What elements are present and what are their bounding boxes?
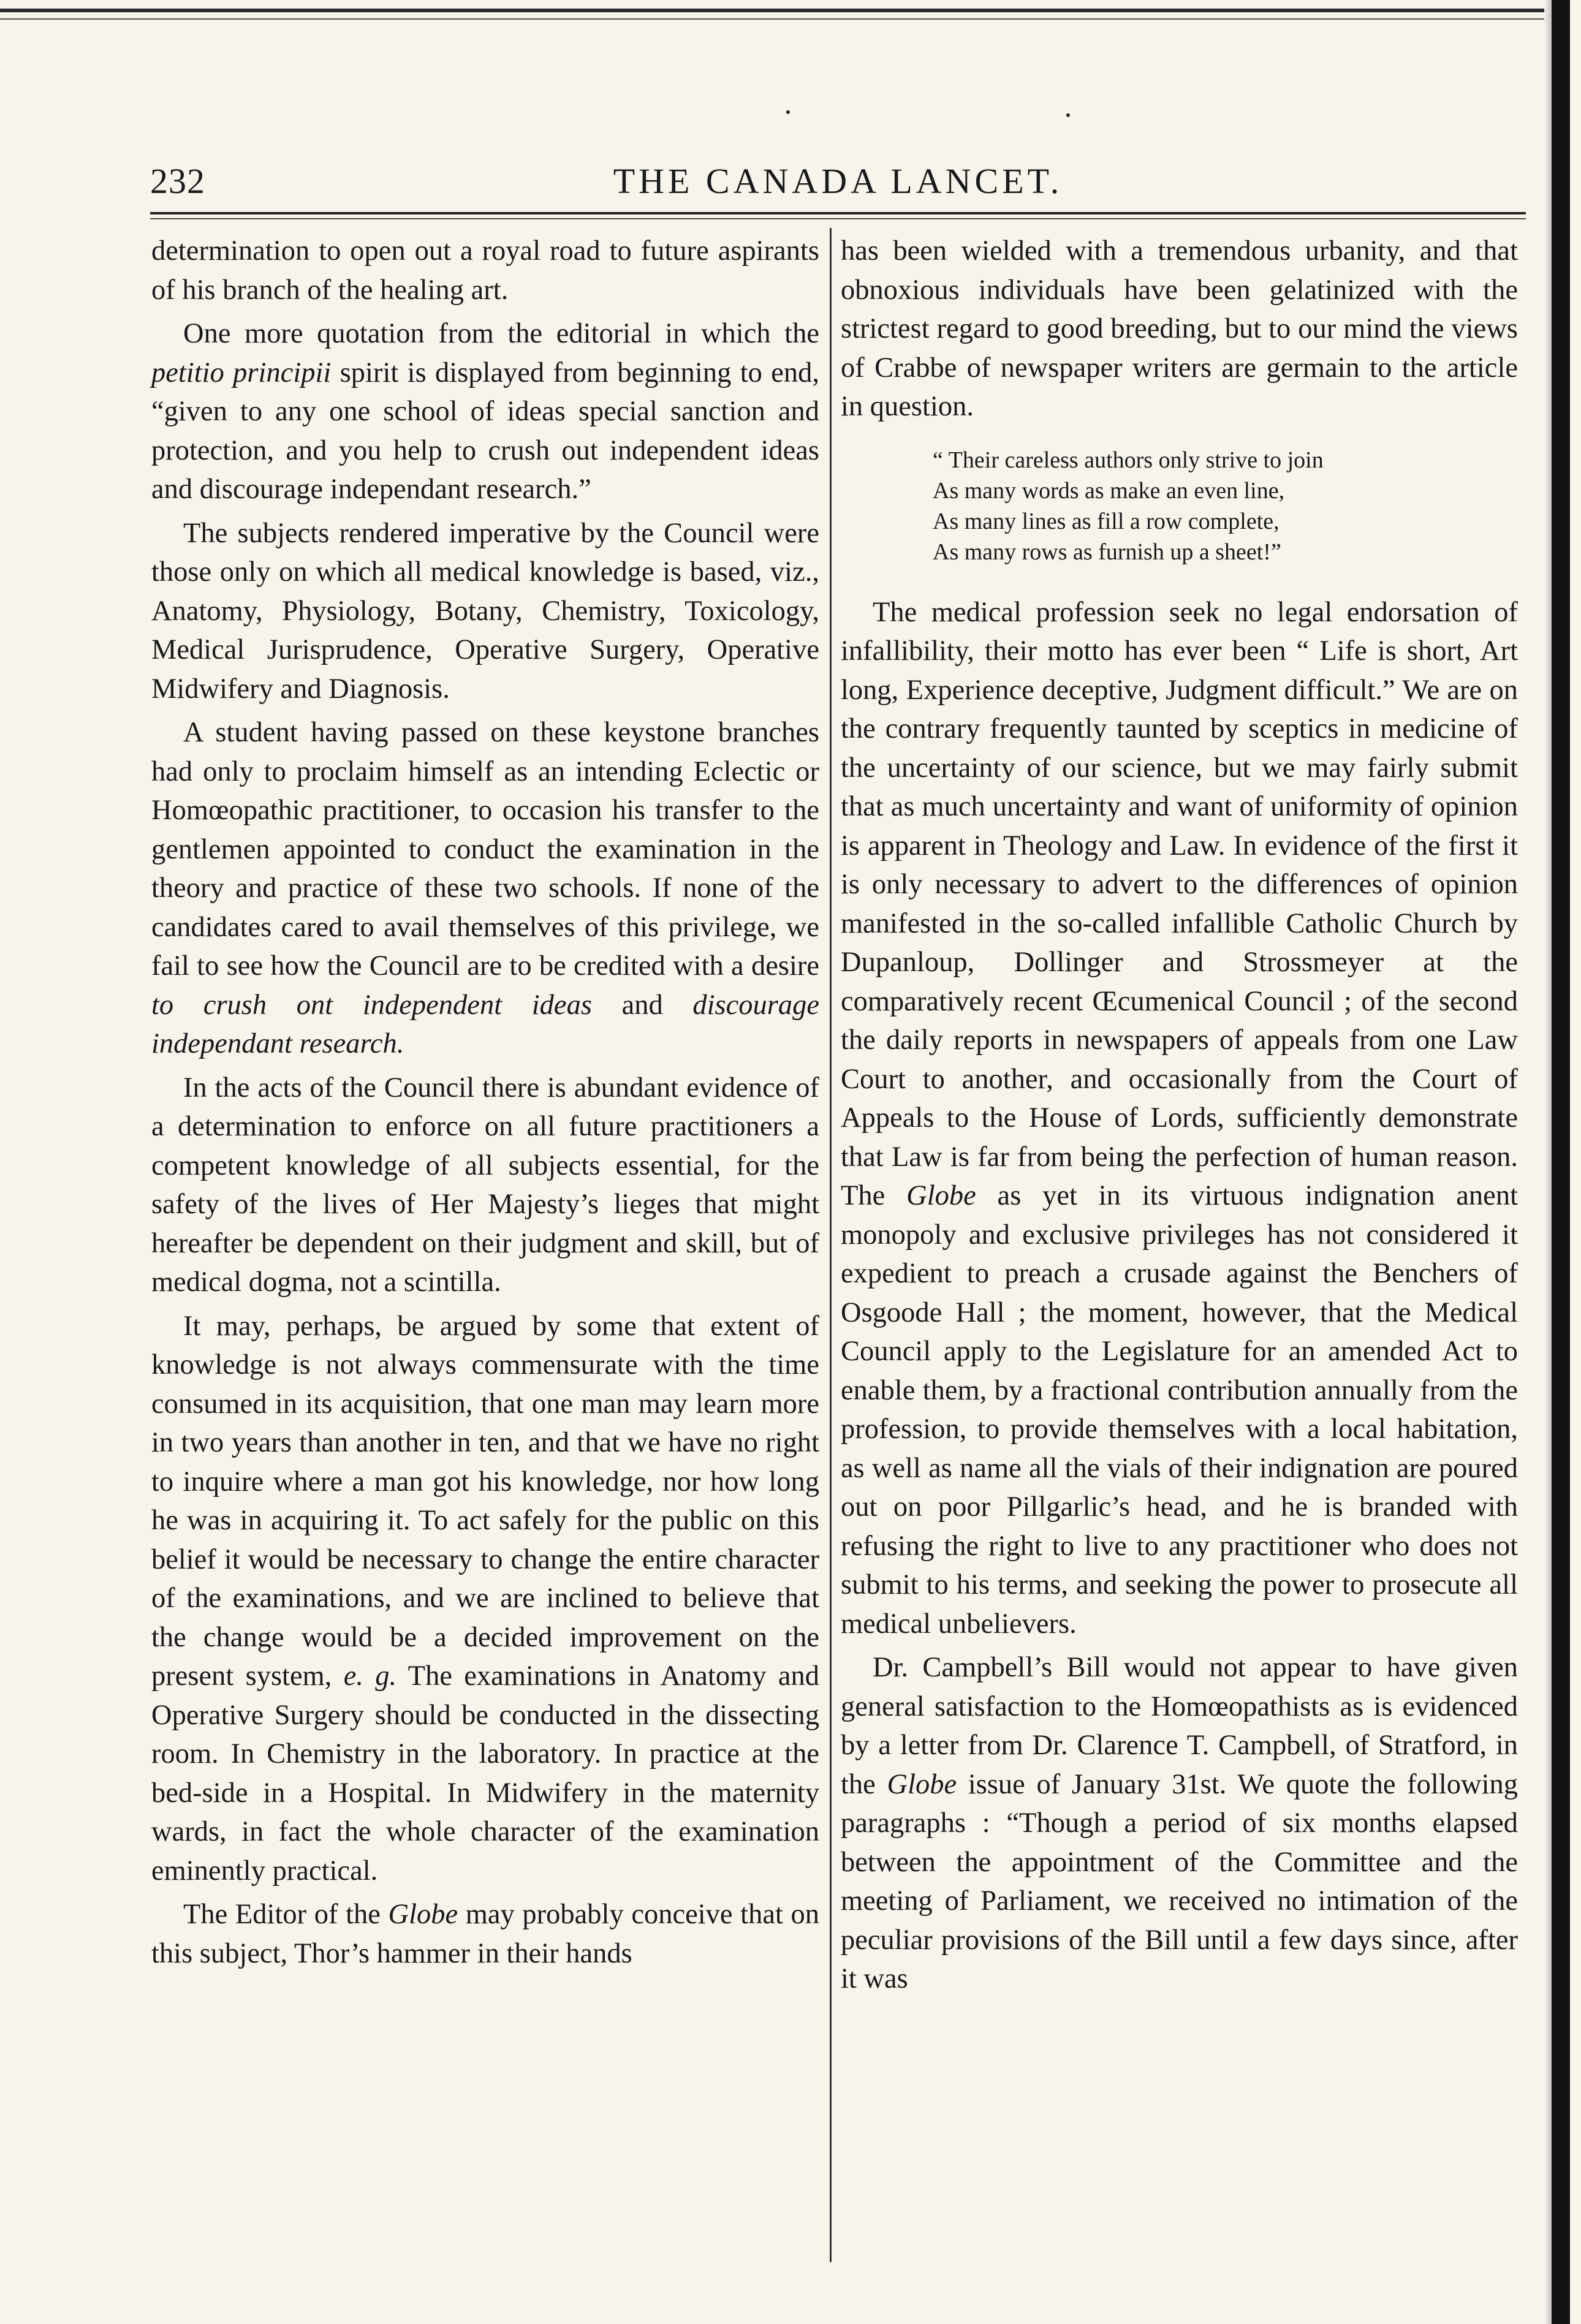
right-paragraph: The medical profession seek no legal endorsation of infallibility, their motto has ever been “ Life is short, Art long, Experience deceptive, Judgment difficult.” We are on the contrary frequently taunted by sceptics in medicine of the uncertainty of our science, but we may fairly submit that as much uncertainty and want of uniformity of opinion is apparent in Theology and Law. In evidence of the first it is only necessary to advert to the differences of opinion manifested in the so-called infallible Catholic Church by Dupanloup, Dollinger and Strossmeyer at the comparatively recent Œcumenical Council ; of the second the daily reports in newspapers of appeals from one Law Court to another, and occasionally from the Court of Appeals to the House of Lords, sufficiently demonstrate that Law is far from being the perfection of human reason. The Globe as yet in its virtuous indignation anent monopoly and exclusive privileges has not considered it expedient to preach a crusade against the Benchers of Osgoode Hall ; the moment, however, that the Medical Council apply to the Legislature for an amended Act to enable them, by a fractional contribution annually from the profession, to provide themselves with a local habitation, as well as name all the vials of their indignation are poured out on poor Pillgarlic’s head, and he is branded with refusing the right to live to any practitioner who does not submit to his terms, and seeking the power to prosecute all medical unbelievers.	[841, 596, 1518, 1640]
right-column-text-after-quote	[841, 593, 1518, 1999]
header-rule	[150, 212, 1526, 214]
left-paragraph: determination to open out a royal road to future aspirants of his branch of the healing art.	[151, 235, 819, 306]
top-border-rule	[0, 9, 1544, 12]
left-paragraph: In the acts of the Council there is abundant evidence of a determination to enforce on all future practitioners a competent knowledge of all subjects essential, for the safety of the lives of Her Majesty’s lieges that might hereafter be dependent on their judgment and skill, but of medical dogma, not a scintilla.	[151, 1072, 819, 1298]
left-paragraph: One more quotation from the editorial in which the petitio principii spirit is displayed from beginning to end, “given to any one school of ideas special sanction and protection, and you help to crush out independent ideas and discourage independant research.”	[151, 318, 819, 505]
verse-quotation	[841, 445, 1518, 567]
running-head	[150, 161, 1526, 210]
right-column	[841, 232, 1518, 2004]
print-speck	[1066, 113, 1070, 117]
left-paragraph: The Editor of the Globe may probably conceive that on this subject, Thor’s hammer in their hands	[151, 1899, 819, 1969]
print-speck	[786, 110, 790, 114]
right-paragraph: Dr. Campbell’s Bill would not appear to have given general satisfaction to the Homœopathists as is evidenced by a letter from Dr. Clarence T. Campbell, of Stratford, in the Globe issue of January 31st. We quote the following paragraphs : “Though a period of six months elapsed between the appointment of the Committee and the meeting of Parliament, we received no intimation of the peculiar provisions of the Bill until a few days since, after it was	[841, 1652, 1518, 1994]
left-column	[151, 232, 819, 1978]
left-paragraph: A student having passed on these keystone branches had only to proclaim himself as an intending Eclectic or Homœopathic practitioner, to occasion his transfer to the gentlemen appointed to conduct the examination in the theory and practice of these two schools. If none of the candidates cared to avail themselves of this privilege, we fail to see how the Council are to be credited with a desire to crush ont independent ideas and discourage independant research.	[151, 717, 819, 1059]
left-paragraph: It may, perhaps, be argued by some that extent of knowledge is not always commensurate with the time consumed in its acquisition, that one man may learn more in two years than another in ten, and that we have no right to inquire where a man got his knowledge, nor how long he was in acquiring it. To act safely for the public on this belief it would be necessary to change the entire character of the examinations, and we are inclined to believe that the change would be a decided improvement on the present system, e. g. The examinations in Anatomy and Operative Surgery should be conducted in the dissecting room. In Chemistry in the laboratory. In practice at the bed-side in a Hospital. In Midwifery in the maternity wards, in fact the whole character of the examination eminently practical.	[151, 1310, 819, 1887]
binding-edge	[1552, 0, 1570, 2324]
verse-line: “ Their careless authors only strive to join	[933, 447, 1324, 473]
right-column-text-before-quote	[841, 232, 1518, 426]
page-number: 232	[150, 161, 205, 201]
left-paragraph: The subjects rendered imperative by the Council were those only on which all medical knowledge is based, viz., Anatomy, Physiology, Botany, Chemistry, Toxicology, Medical Jurisprudence, Operative Surgery, Operative Midwifery and Diagnosis.	[151, 517, 819, 705]
right-paragraph: has been wielded with a tremendous urbanity, and that obnoxious individuals have been gelatinized with the strictest regard to good breeding, but to our mind the views of Crabbe of newspaper writers are germain to the article in question.	[841, 235, 1518, 422]
column-divider	[830, 228, 832, 2262]
verse-line: As many rows as furnish up a sheet!”	[933, 539, 1281, 565]
verse-line: As many words as make an even line,	[933, 477, 1285, 504]
header-rule-thin	[150, 218, 1526, 219]
journal-title: THE CANADA LANCET.	[613, 161, 1063, 201]
verse-line: As many lines as fill a row complete,	[933, 508, 1280, 534]
top-border-rule-thin	[0, 18, 1544, 20]
